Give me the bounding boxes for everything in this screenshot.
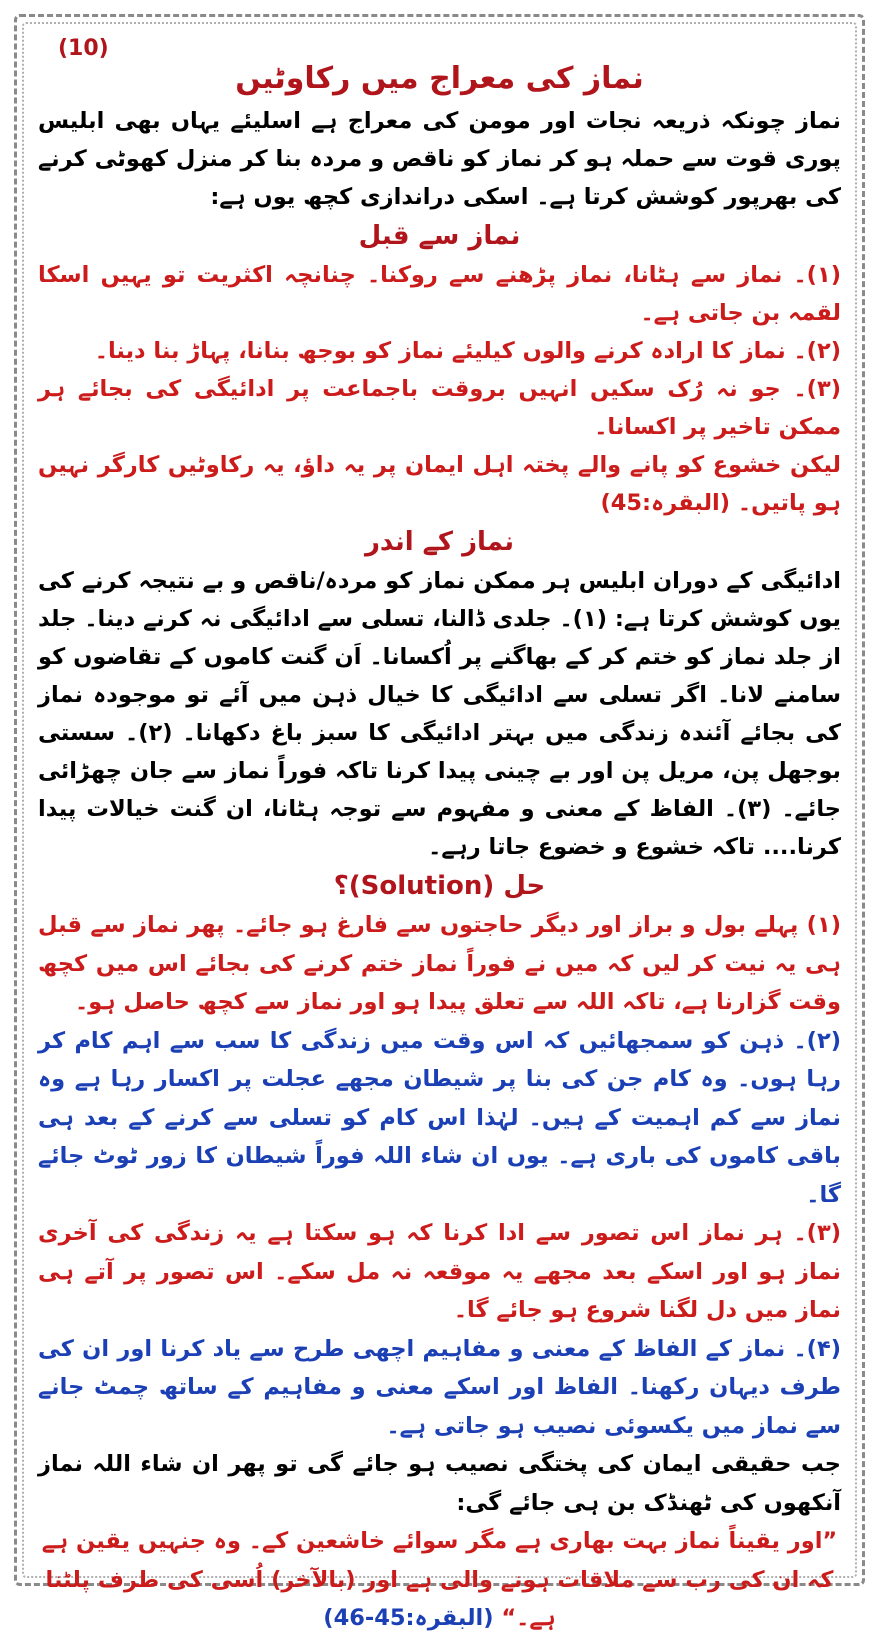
before-item-3: (۳)۔ جو نہ رُک سکیں انہیں بروقت باجماعت پر ادائیگی کی بجائے ہر ممکن تاخیر پر اکسانا۔ bbox=[38, 376, 841, 440]
before-note-ref: (البقرہ:45) bbox=[600, 490, 731, 516]
intro-paragraph: نماز چونکہ ذریعہ نجات اور مومن کی معراج ہے اسلیئے یہاں بھی ابلیس پوری قوت سے حملہ ہو کر نماز کو ناقص و مردہ بنا کر منزل کھوٹی کرنے کی بھرپور کوشش کرتا ہے۔ اسکی دراندازی کچھ یوں ہے: bbox=[38, 108, 841, 210]
solution-item-1: (۱) پہلے بول و براز اور دیگر حاجتوں سے فارغ ہو جائے۔ پھر نماز سے قبل ہی یہ نیت کر لیں کہ میں نے فوراً نماز ختم کرنے کی بجائے اس میں کچھ وقت گزارنا ہے، تاکہ اللہ سے تعلق پیدا ہو اور نماز سے کچھ حاصل ہو۔ bbox=[38, 912, 841, 1015]
quran-quote bbox=[38, 1522, 841, 1638]
solution-item-2: (۲)۔ ذہن کو سمجھائیں کہ اس وقت میں زندگی کا سب سے اہم کام کر رہا ہوں۔ وہ کام جن کی بنا پر شیطان مجھے عجلت پر اکسار رہا ہے وہ نماز سے کم اہمیت کے ہیں۔ لہٰذا اس کام کو تسلی سے کرنے کے بعد ہی باقی کاموں کی باری ہے۔ یوں ان شاء اللہ فوراً شیطان کا زور ٹوٹ جائے گا۔ bbox=[38, 1027, 841, 1208]
page-number: (10) bbox=[58, 36, 109, 61]
before-item-1: (۱)۔ نماز سے ہٹانا، نماز پڑھنے سے روکنا۔ چنانچہ اکثریت تو یہیں اسکا لقمہ بن جاتی ہے۔ bbox=[38, 262, 841, 326]
before-item-2: (۲)۔ نماز کا ارادہ کرنے والوں کیلیئے نماز کو بوجھ بنانا، پہاڑ بنا دینا۔ bbox=[94, 338, 841, 364]
during-paragraph: ادائیگی کے دوران ابلیس ہر ممکن نماز کو مردہ/ناقص و بے نتیجہ کرنے کی یوں کوشش کرتا ہے: (۱)۔ جلدی ڈالنا، تسلی سے ادائیگی نہ کرنے دینا۔ جلد از جلد نماز کو ختم کر کے بھاگنے پر اُکسانا۔ اَن گنت کاموں کے تقاضوں کو سامنے لانا۔ اگر تسلی سے ادائیگی کا خیال ذہن میں آئے تو موجودہ نماز کی بجائے آئندہ زندگی میں بہتر ادائیگی کا سبز باغ دکھانا۔ (۲)۔ سستی بوجھل پن، مریل پن اور بے چینی پیدا کرنا تاکہ فوراً نماز سے جان چھڑائی جائے۔ (۳)۔ الفاظ کے معنی و مفہوم سے توجہ ہٹانا، ان گنت خیالات پیدا کرنا.... تاکہ خشوع و خضوع جاتا رہے۔ bbox=[38, 568, 841, 860]
page-title: نماز کی معراج میں رکاوٹیں bbox=[235, 61, 644, 96]
before-note bbox=[38, 446, 841, 522]
during-heading: نماز کے اندر bbox=[364, 527, 515, 557]
article bbox=[38, 56, 841, 1638]
before-note-text: لیکن خشوع کو پانے والے پختہ اہل ایمان پر یہ داؤ، یہ رکاوٹیں کارگر نہیں ہو پاتیں۔ bbox=[38, 452, 841, 516]
quote-reference: (البقرہ:45-46) bbox=[323, 1605, 494, 1631]
solution-heading: حل (Solution)؟ bbox=[333, 871, 546, 901]
quote-text: ”اور یقیناً نماز بہت بھاری ہے مگر سوائے خاشعین کے۔ وہ جنہیں یقین ہے کہ ان کی رب سے ملاقات ہونے والی ہے اور (بالآخر) اُسی کی طرف پلٹنا ہے۔“ bbox=[41, 1528, 838, 1631]
before-heading: نماز سے قبل bbox=[358, 221, 521, 251]
solution-item-4: (۴)۔ نماز کے الفاظ کے معنی و مفاہیم اچھی طرح سے یاد کرنا اور ان کی طرف دیہان رکھنا۔ الفاظ اور اسکے معنی و مفاہیم کے ساتھ چمٹ جانے سے نماز میں یکسوئی نصیب ہو جاتی ہے۔ bbox=[38, 1335, 841, 1439]
closing-paragraph: جب حقیقی ایمان کی پختگی نصیب ہو جائے گی تو پھر ان شاء اللہ نماز آنکھوں کی ٹھنڈک بن ہی جائے گی: bbox=[38, 1451, 841, 1516]
solution-item-3: (۳)۔ ہر نماز اس تصور سے ادا کرنا کہ ہو سکتا ہے یہ زندگی کی آخری نماز ہو اور اسکے بعد مجھے یہ موقعہ نہ مل سکے۔ اس تصور پر آتے ہی نماز میں دل لگنا شروع ہو جائے گا۔ bbox=[38, 1220, 841, 1323]
